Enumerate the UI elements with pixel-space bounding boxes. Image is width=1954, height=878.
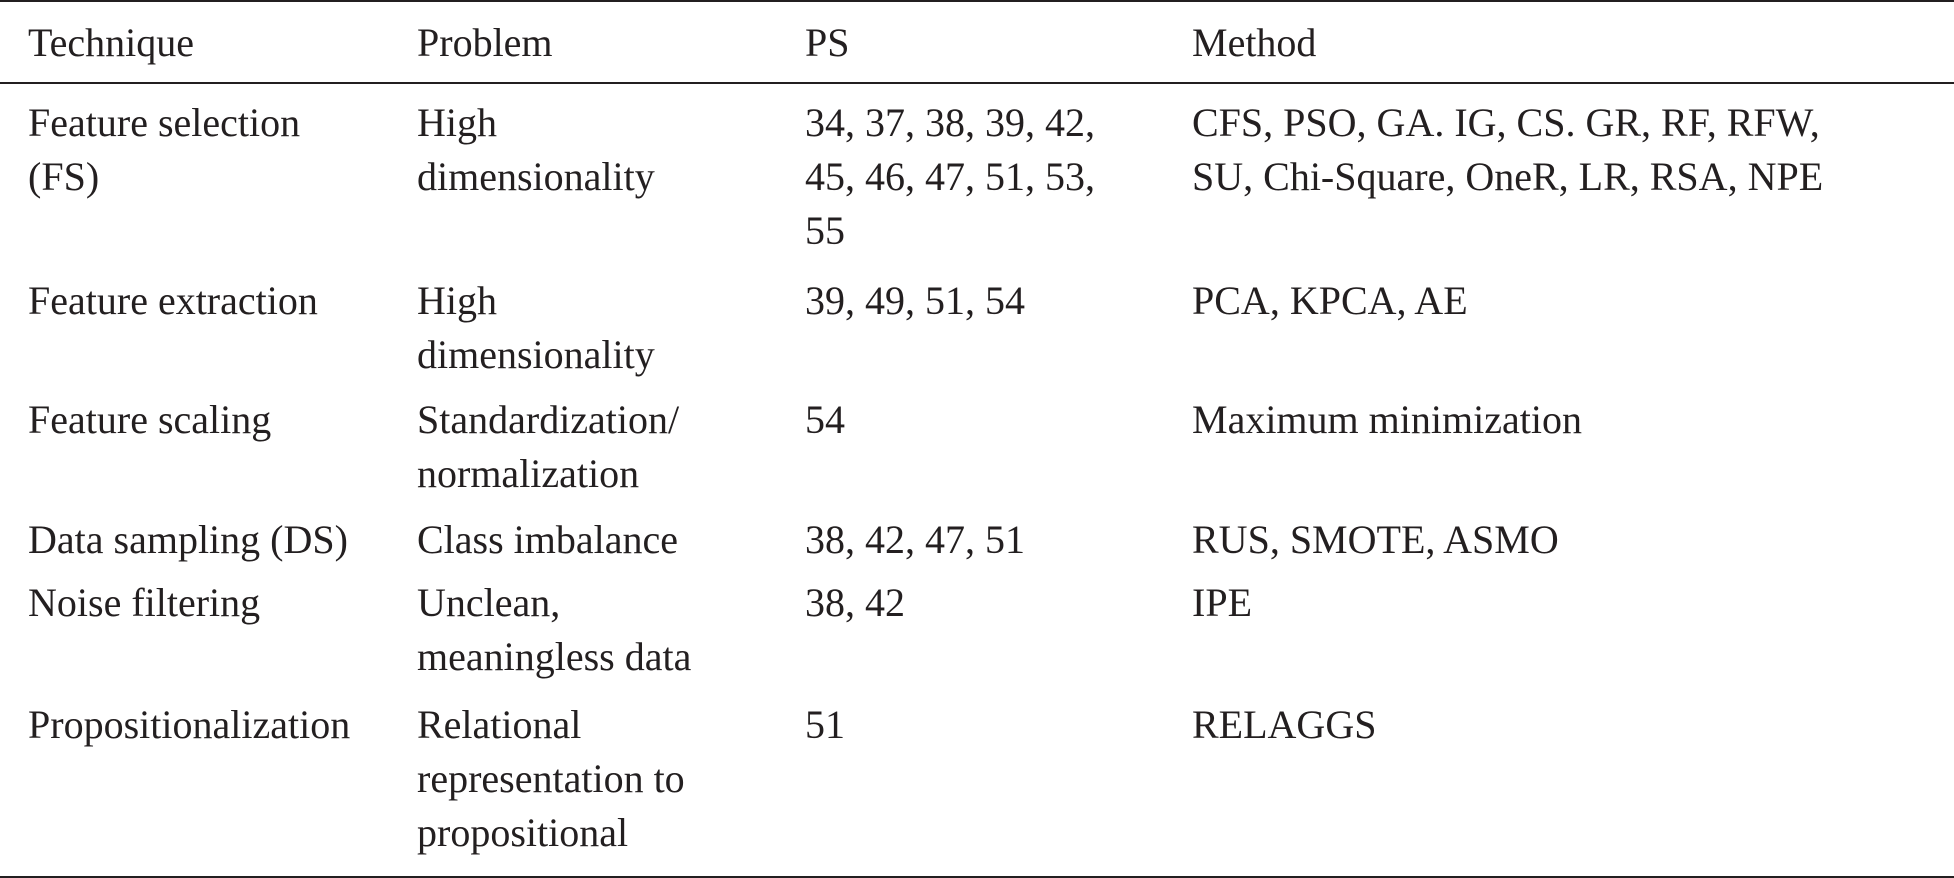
cell-technique: Data sampling (DS): [28, 517, 348, 562]
cell-technique: Feature scaling: [28, 397, 272, 442]
header-ps: PS: [805, 20, 850, 65]
cell-method: CFS, PSO, GA. IG, CS. GR, RF, RFW, SU, Chi-Square, OneR, LR, RSA, NPE: [1192, 100, 1824, 199]
cell-technique: Feature selection (FS): [28, 100, 301, 199]
cell-problem: Relational representation to propositional: [417, 702, 685, 855]
cell-technique: Propositionalization: [28, 702, 351, 747]
cell-ps: 38, 42: [805, 580, 905, 625]
cell-ps: 51: [805, 702, 845, 747]
cell-technique: Noise filtering: [28, 580, 261, 625]
header-method: Method: [1192, 20, 1317, 65]
cell-problem: Unclean, meaningless data: [417, 580, 692, 679]
cell-ps: 34, 37, 38, 39, 42, 45, 46, 47, 51, 53, 55: [805, 100, 1095, 253]
cell-problem: Standardization/ normalization: [417, 397, 680, 496]
cell-ps: 54: [805, 397, 845, 442]
top-rule: [0, 0, 1954, 2]
cell-ps: 38, 42, 47, 51: [805, 517, 1025, 562]
cell-method: RUS, SMOTE, ASMO: [1192, 517, 1559, 562]
cell-method: RELAGGS: [1192, 702, 1377, 747]
cell-ps: 39, 49, 51, 54: [805, 278, 1025, 323]
header-problem: Problem: [417, 20, 553, 65]
cell-problem: Class imbalance: [417, 517, 679, 562]
cell-method: PCA, KPCA, AE: [1192, 278, 1468, 323]
cell-problem: High dimensionality: [417, 278, 655, 377]
header-rule: [0, 82, 1954, 84]
cell-technique: Feature extraction: [28, 278, 318, 323]
header-technique: Technique: [28, 20, 195, 65]
cell-method: IPE: [1192, 580, 1252, 625]
cell-problem: High dimensionality: [417, 100, 655, 199]
cell-method: Maximum minimization: [1192, 397, 1582, 442]
